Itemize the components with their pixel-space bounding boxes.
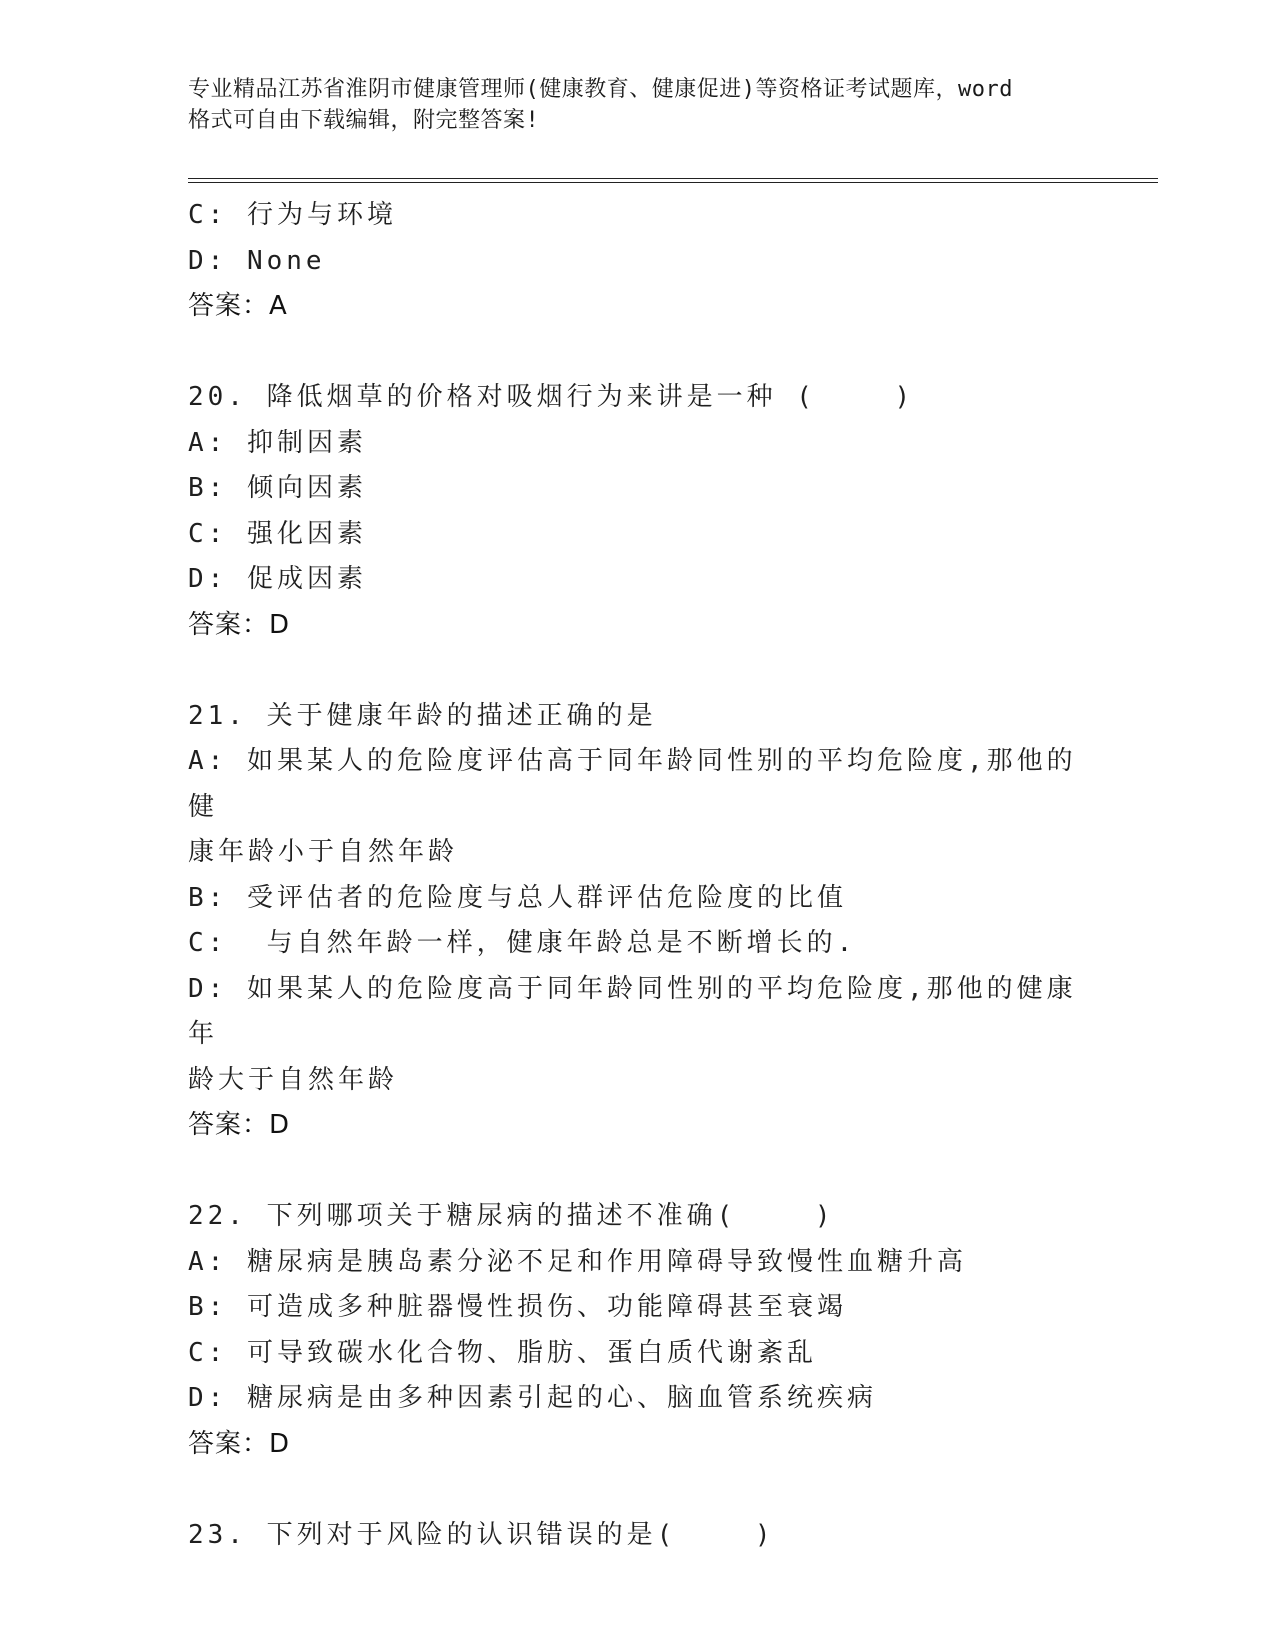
- answer-line: 答案：D: [188, 1428, 291, 1459]
- spacer: [188, 1149, 1088, 1195]
- question-block: [188, 375, 1088, 648]
- header-divider: [188, 178, 1158, 183]
- option-d: D: 糖尿病是由多种因素引起的心、脑血管系统疾病: [188, 1383, 877, 1413]
- option-b: B: 可造成多种脏器慢性损伤、功能障碍甚至衰竭: [188, 1292, 847, 1322]
- option-a-continued: 康年龄小于自然年龄: [188, 837, 459, 867]
- option-a: A: 抑制因素: [188, 427, 367, 458]
- question-stem: 21. 关于健康年龄的描述正确的是: [188, 700, 657, 731]
- question-block: [188, 193, 1088, 330]
- question-block: [188, 1194, 1088, 1467]
- option-b: B: 受评估者的危险度与总人群评估危险度的比值: [188, 882, 847, 913]
- question-stem: 23. 下列对于风险的认识错误的是( ): [188, 1519, 775, 1550]
- option-a: A: 如果某人的危险度评估高于同年龄同性别的平均危险度,那他的健: [188, 746, 1077, 822]
- question-stem: 22. 下列哪项关于糖尿病的描述不准确( ): [188, 1201, 835, 1231]
- document-header: [188, 74, 1088, 136]
- answer-line: 答案：D: [188, 1110, 291, 1140]
- option-d: D: 如果某人的危险度高于同年龄同性别的平均危险度,那他的健康年: [188, 973, 1077, 1049]
- answer-line: 答案：D: [188, 609, 291, 640]
- spacer: [188, 648, 1088, 694]
- option-c: C: 行为与环境: [188, 200, 397, 230]
- spacer: [188, 330, 1088, 376]
- option-d: D: 促成因素: [188, 564, 367, 594]
- option-c: C: 可导致碳水化合物、脂肪、蛋白质代谢紊乱: [188, 1337, 817, 1368]
- option-d-continued: 龄大于自然年龄: [188, 1064, 399, 1095]
- question-stem: 20. 降低烟草的价格对吸烟行为来讲是一种 ( ): [188, 382, 915, 412]
- option-c: C: 与自然年龄一样，健康年龄总是不断增长的.: [188, 928, 857, 958]
- question-list: [188, 193, 1088, 1558]
- question-block: [188, 1513, 1088, 1559]
- option-a: A: 糖尿病是胰岛素分泌不足和作用障碍导致慢性血糖升高: [188, 1246, 967, 1277]
- option-d: D: None: [188, 245, 326, 276]
- answer-line: 答案：A: [188, 291, 288, 321]
- option-b: B: 倾向因素: [188, 473, 367, 503]
- header-line-2: 格式可自由下载编辑，附完整答案!: [188, 108, 540, 133]
- header-line-1: 专业精品江苏省淮阴市健康管理师(健康教育、健康促进)等资格证考试题库，word: [188, 77, 1013, 102]
- option-c: C: 强化因素: [188, 518, 367, 549]
- spacer: [188, 1467, 1088, 1513]
- question-block: [188, 694, 1088, 1149]
